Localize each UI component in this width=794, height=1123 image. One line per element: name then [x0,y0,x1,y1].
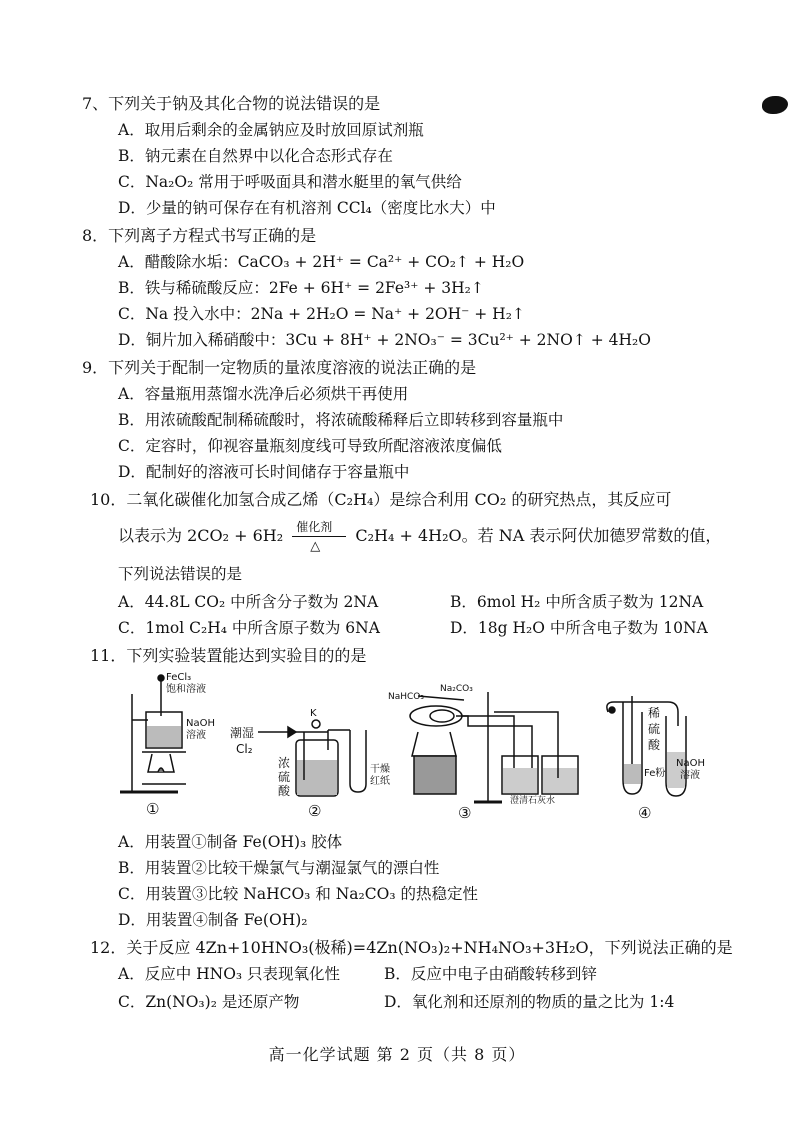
q10-line2-pre: 以表示为 2CO₂ + 6H₂ [118,526,284,545]
q9-option-a: A．容量瓶用蒸馏水洗净后必须烘干再使用 [118,385,409,403]
q9-option-c: C．定容时，仰视容量瓶刻度线可导致所配溶液浓度偏低 [118,437,502,455]
q7-option-c: C．Na₂O₂ 常用于呼吸面具和潜水艇里的氧气供给 [118,173,462,191]
q7-option-b: B．钠元素在自然界中以化合态形式存在 [118,147,393,165]
q10-line3: 下列说法错误的是 [118,565,243,583]
label-sulf2: 硫 [648,722,661,736]
q8-option-d: D．铜片加入稀硝酸中：3Cu + 8H⁺ + 2NO₃⁻ = 3Cu²⁺ + 2NO↑ + 4H₂O [118,331,651,349]
heat-symbol: △ [310,538,321,554]
label-sulfuric: 硫 [278,770,291,784]
q9-option-b: B．用浓硫酸配制稀硫酸时，将浓硫酸稀释后立即转移到容量瓶中 [118,411,564,429]
q12-option-a: A．反应中 HNO₃ 只表现氧化性 [118,965,341,983]
q8-option-b: B．铁与稀硫酸反应：2Fe + 6H⁺ = 2Fe³⁺ + 3H₂↑ [118,279,484,297]
ink-blot [762,96,788,114]
label-nahco3: NaHCO₃ [388,692,424,702]
page-footer: 高一化学试题 第 2 页（共 8 页） [268,1045,526,1064]
catalyst-arrow [292,519,346,554]
q10-line2-post: C₂H₄ + 4H₂O。若 NA 表示阿伏加德罗常数的值， [355,526,722,545]
q8-option-c: C．Na 投入水中：2Na + 2H₂O = Na⁺ + 2OH⁻ + H₂↑ [118,305,525,323]
label-solution1: 溶液 [186,730,206,741]
q12-stem: 12．关于反应 4Zn+10HNO₃(极稀)=4Zn(NO₃)₂+NH₄NO₃+3H₂O，下列说法正确的是 [90,938,733,957]
label-solution2: 溶液 [680,770,700,781]
label-conc: 浓 [278,756,291,770]
q10-line2 [118,519,778,554]
label-dry: 干燥 [370,764,390,775]
q9-option-d: D．配制好的溶液可长时间储存于容量瓶中 [118,463,410,481]
q10-option-d: D．18g H₂O 中所含电子数为 10NA [450,619,708,637]
q11-option-b: B．用装置②比较干燥氯气与潮湿氯气的漂白性 [118,859,440,877]
apparatus-1-number: ① [146,800,160,818]
apparatus-4-number: ④ [638,804,652,822]
label-k: K [310,708,317,719]
q10-option-a: A．44.8L CO₂ 中所含分子数为 2NA [118,593,379,611]
q8-stem: 8．下列离子方程式书写正确的是 [82,226,317,245]
q7-stem: 7、下列关于钠及其化合物的说法错误的是 [82,94,381,113]
q10-option-b: B．6mol H₂ 中所含质子数为 12NA [450,593,704,611]
catalyst-label: 催化剂 [296,519,333,534]
apparatus-2-number: ② [308,802,322,820]
label-naoh1: NaOH [186,718,215,729]
q9-stem: 9．下列关于配制一定物质的量浓度溶液的说法正确的是 [82,358,477,377]
q7-option-a: A．取用后剩余的金属钠应及时放回原试剂瓶 [118,121,424,139]
q12-option-c: C．Zn(NO₃)₂ 是还原产物 [118,993,300,1011]
q8-option-a: A．醋酸除水垢：CaCO₃ + 2H⁺ = Ca²⁺ + CO₂↑ + H₂O [118,253,525,271]
label-na2co3: Na₂CO₃ [440,684,473,694]
apparatus-3-number: ③ [458,804,472,822]
label-fe: Fe粉 [644,768,666,779]
label-redpaper: 红纸 [370,776,390,787]
label-fecl3: FeCl₃ [166,672,192,683]
apparatus-figure [118,672,718,822]
q12-option-b: B．反应中电子由硝酸转移到锌 [384,965,597,983]
label-acid2: 酸 [648,738,661,752]
q12-option-d: D．氧化剂和还原剂的物质的量之比为 1:4 [384,993,675,1011]
label-humid: 潮湿 [230,726,255,740]
q10-option-c: C．1mol C₂H₄ 中所含原子数为 6NA [118,619,380,637]
q11-option-d: D．用装置④制备 Fe(OH)₂ [118,911,308,929]
q11-stem: 11．下列实验装置能达到实验目的的是 [90,646,367,665]
label-saturated: 饱和溶液 [166,684,206,695]
q11-option-c: C．用装置③比较 NaHCO₃ 和 Na₂CO₃ 的热稳定性 [118,885,478,903]
label-cl2: Cl₂ [236,742,253,756]
q10-line1: 10．二氧化碳催化加氢合成乙烯（C₂H₄）是综合利用 CO₂ 的研究热点，其反应可 [90,490,672,509]
label-dilute: 稀 [648,706,661,720]
q7-option-d: D．少量的钠可保存在有机溶剂 CCl₄（密度比水大）中 [118,199,496,217]
q11-option-a: A．用装置①制备 Fe(OH)₃ 胶体 [118,833,343,851]
label-limewater: 澄清石灰水 [510,796,556,806]
label-naoh2: NaOH [676,758,705,769]
label-acid: 酸 [278,784,291,798]
